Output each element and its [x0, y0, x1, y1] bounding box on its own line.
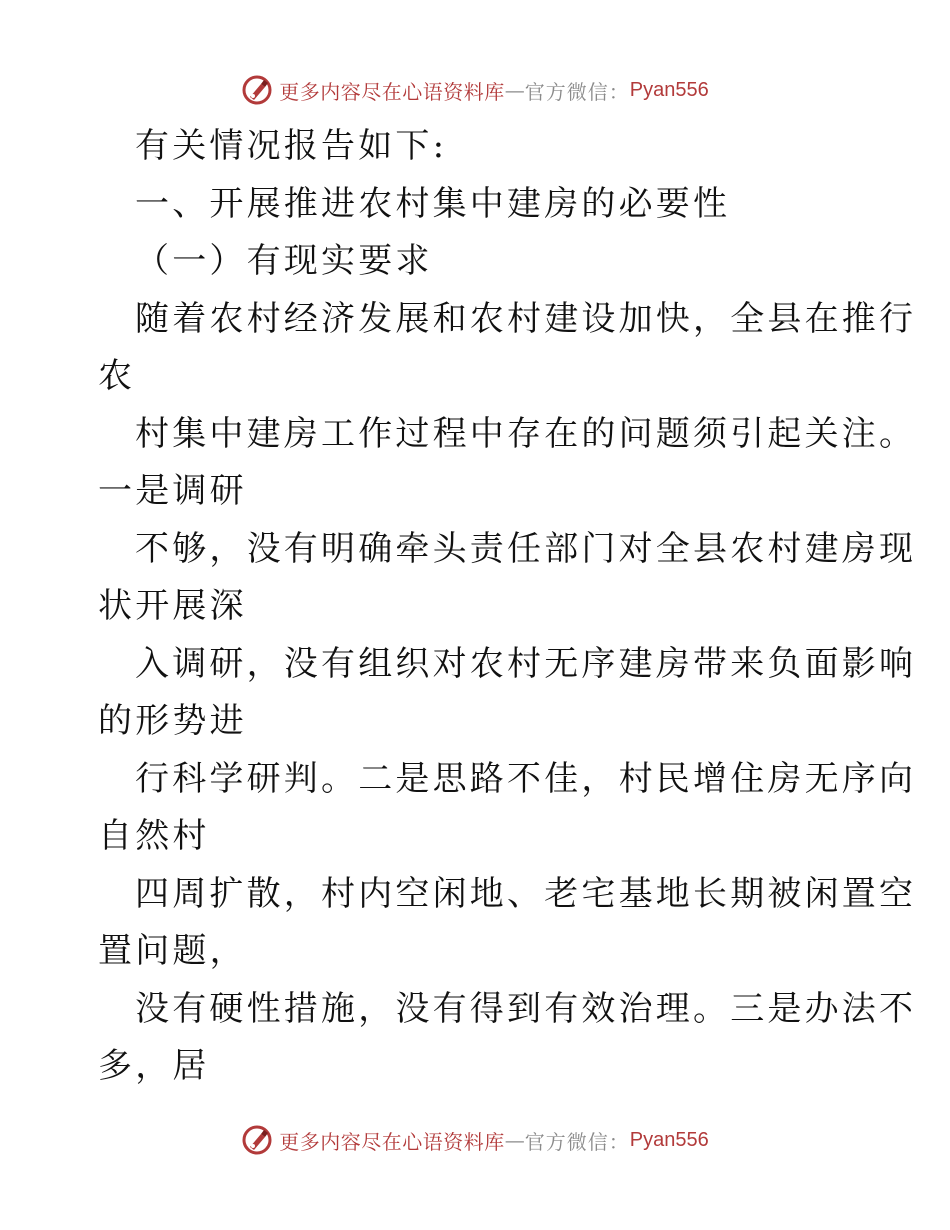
- section-heading: 一、开展推进农村集中建房的必要性: [135, 183, 731, 224]
- text-line: 四周扩散，村内空闲地、老宅基地长期被闲置空: [135, 873, 917, 914]
- text-line: 行科学研判。二是思路不佳，村民增住房无序向: [135, 758, 917, 799]
- text-line: 自然村: [98, 816, 210, 856]
- watermark-text: 更多内容尽在心语资料库: [279, 1129, 505, 1154]
- pen-seal-icon: [241, 1124, 273, 1156]
- watermark-wechat-id: Pyan556: [629, 1128, 709, 1151]
- watermark-wechat-id: Pyan556: [629, 78, 709, 101]
- header-watermark: [0, 70, 950, 110]
- text-line: 的形势进: [98, 701, 247, 741]
- text-line: 一是调研: [98, 471, 247, 511]
- watermark-separator: —: [504, 1128, 525, 1152]
- pen-seal-icon: [241, 74, 273, 106]
- text-line: 状开展深: [98, 586, 247, 626]
- text-line: 多，居: [98, 1046, 210, 1086]
- subsection-heading: （一）有现实要求: [135, 241, 433, 281]
- text-line: 没有硬性措施，没有得到有效治理。三是办法不: [135, 988, 917, 1029]
- watermark-wechat-label: 官方微信：: [524, 1129, 630, 1154]
- text-line: 村集中建房工作过程中存在的问题须引起关注。: [135, 413, 917, 454]
- watermark-text: 更多内容尽在心语资料库: [279, 79, 505, 104]
- text-line: 入调研，没有组织对农村无序建房带来负面影响: [135, 643, 917, 684]
- footer-watermark: [0, 1120, 950, 1160]
- text-line: 农: [98, 356, 136, 396]
- watermark-separator: —: [504, 78, 525, 102]
- text-line: 有关情况报告如下:: [135, 126, 448, 166]
- document-body: [98, 118, 917, 1096]
- watermark-wechat-label: 官方微信：: [524, 79, 630, 104]
- text-line: 随着农村经济发展和农村建设加快，全县在推行: [135, 298, 917, 339]
- text-line: 置问题，: [98, 931, 247, 971]
- text-line: 不够，没有明确牵头责任部门对全县农村建房现: [135, 528, 917, 569]
